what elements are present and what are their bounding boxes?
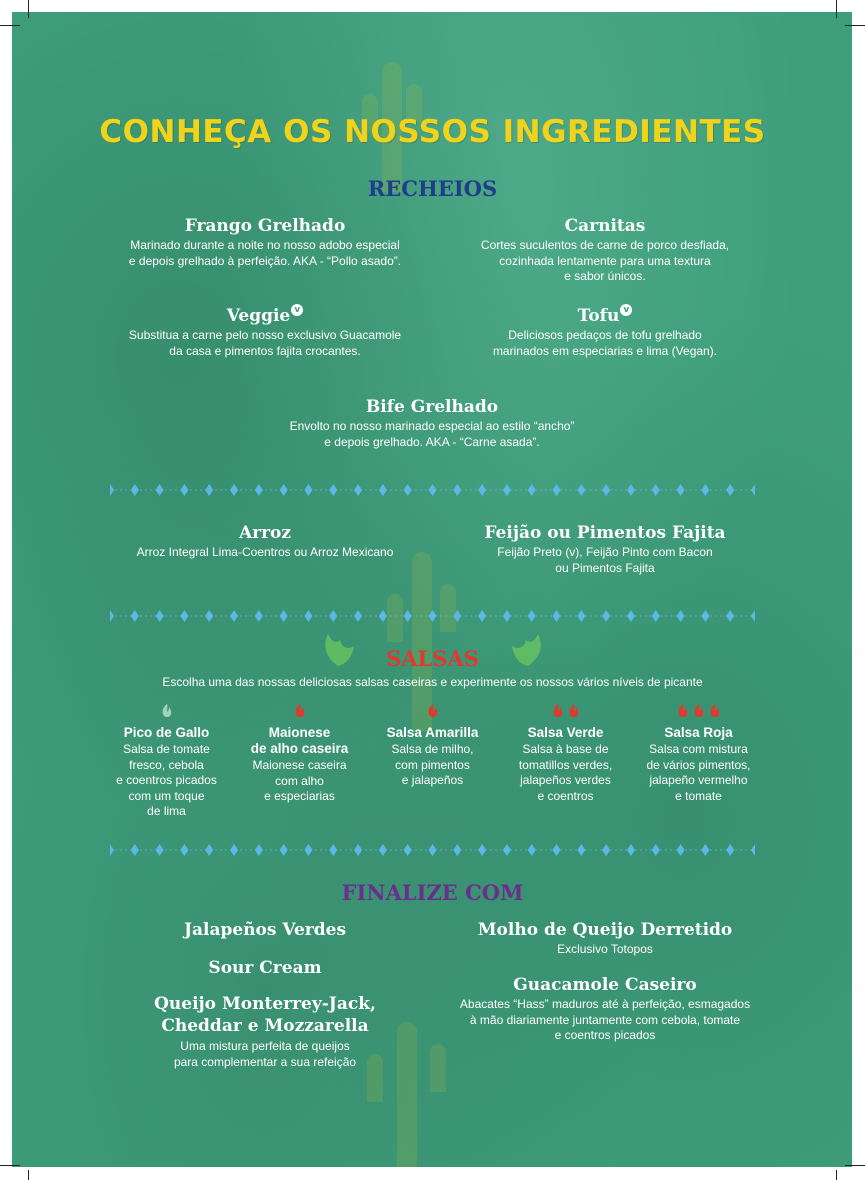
page-title: CONHEÇA OS NOSSOS INGREDIENTES: [99, 114, 766, 150]
diamond-icon: [429, 484, 437, 496]
item-description-line: e sabor únicos.: [564, 269, 646, 283]
diamond-icon: [602, 610, 610, 622]
item-description-line: Deliciosos pedaços de tofu grelhado: [508, 328, 702, 342]
diamond-icon: [280, 610, 288, 622]
item-name: Arroz: [238, 523, 292, 543]
salsa-description-line: Salsa de milho,: [391, 742, 474, 756]
diamond-icon: [230, 610, 238, 622]
diamond-icon: [652, 844, 660, 856]
item-description-line: Cortes suculentos de carne de porco desfiada,: [480, 238, 730, 252]
diamond-icon: [701, 844, 709, 856]
diamond-icon: [726, 484, 734, 496]
diamond-icon: [180, 610, 188, 622]
diamond-icon: [329, 844, 337, 856]
diamond-icon: [751, 610, 755, 622]
item-description-line: Envolto no nosso marinado especial ao estilo “ancho”: [289, 419, 575, 433]
chili-icon: [160, 703, 174, 720]
salsa-description-line: jalapeño vermelho: [649, 773, 748, 787]
diamond-icon: [553, 844, 561, 856]
diamond-icon: [677, 484, 685, 496]
diamond-icon: [230, 844, 238, 856]
diamond-icon: [677, 610, 685, 622]
salsa-description-line: Salsa com mistura: [649, 742, 748, 756]
diamond-icon: [255, 484, 263, 496]
item-name: Tofu: [577, 306, 620, 326]
diamond-icon: [304, 844, 312, 856]
chili-icon: [293, 703, 307, 720]
salsa-item: [366, 703, 499, 789]
salsa-description-line: jalapeños verdes: [520, 773, 611, 787]
diamond-icon: [503, 844, 511, 856]
diamond-icon: [379, 484, 387, 496]
item-description-line: Exclusivo Totopos: [557, 942, 653, 956]
item-name: Cheddar e Mozzarella: [161, 1016, 369, 1036]
diamond-icon: [503, 610, 511, 622]
menu-item-arroz: [100, 523, 430, 561]
diamond-icon: [131, 484, 139, 496]
diamond-icon: [751, 844, 755, 856]
heat-level: [632, 703, 765, 723]
item-description-line: e coentros picados: [554, 1028, 656, 1042]
diamond-divider: [110, 841, 755, 853]
diamond-icon: [205, 484, 213, 496]
diamond-icon: [379, 610, 387, 622]
item-description-line: Feijão Preto (v), Feijão Pinto com Bacon: [497, 545, 713, 559]
diamond-icon: [156, 610, 164, 622]
diamond-icon: [602, 844, 610, 856]
section-title-salsas: SALSAS: [386, 646, 479, 671]
diamond-icon: [255, 844, 263, 856]
item-name: Molho de Queijo Derretido: [477, 920, 733, 940]
diamond-icon: [528, 484, 536, 496]
menu-item-tofu: [440, 306, 770, 359]
diamond-icon: [110, 610, 114, 622]
diamond-icon: [354, 610, 362, 622]
chili-icon: [426, 703, 440, 720]
diamond-icon: [652, 610, 660, 622]
diamond-icon: [329, 484, 337, 496]
item-name: Queijo Monterrey-Jack,: [154, 994, 376, 1014]
diamond-divider: [110, 481, 755, 493]
item-description-line: Abacates “Hass” maduros até à perfeição, esmagados: [459, 997, 751, 1011]
diamond-icon: [478, 610, 486, 622]
chili-icon: [551, 703, 565, 720]
salsas-subtitle: Escolha uma das nossas deliciosas salsas caseiras e experimente os nossos vários níveis de picante: [162, 675, 703, 689]
diamond-icon: [602, 484, 610, 496]
item-name: Feijão ou Pimentos Fajita: [484, 523, 726, 543]
item-description-line: e depois grelhado. AKA - “Carne asada”.: [324, 434, 540, 449]
salsa-description-line: fresco, cebola: [129, 757, 204, 772]
item-name: Guacamole Caseiro: [513, 975, 697, 995]
diamond-icon: [503, 484, 511, 496]
menu-item-veggie: [100, 306, 430, 359]
diamond-icon: [577, 610, 585, 622]
item-name: Bife Grelhado: [365, 397, 499, 417]
salsa-name: Pico de Gallo: [123, 725, 210, 740]
vegetarian-icon: v: [620, 304, 632, 316]
salsa-description-line: e tomate: [675, 788, 722, 803]
diamond-icon: [726, 610, 734, 622]
item-name: Jalapeños Verdes: [183, 920, 347, 940]
diamond-icon: [553, 610, 561, 622]
item-name: Carnitas: [564, 216, 646, 236]
salsa-name: Salsa Roja: [664, 725, 733, 740]
chili-icon: [567, 703, 581, 720]
diamond-icon: [329, 610, 337, 622]
item-name: Veggie: [226, 306, 291, 326]
diamond-icon: [131, 610, 139, 622]
diamond-icon: [404, 610, 412, 622]
item-description-line: e depois grelhado à perfeição. AKA - “Pollo asado”.: [128, 253, 402, 268]
item-description-line: marinados em especiarias e lima (Vegan).: [492, 343, 718, 358]
diamond-icon: [429, 610, 437, 622]
item-description-line: à mão diariamente juntamente com cebola, tomate: [469, 1012, 741, 1027]
salsa-description-line: com alho: [275, 773, 324, 788]
salsa-item: [499, 703, 632, 804]
diamond-icon: [404, 844, 412, 856]
salsa-description-line: e especiarias: [264, 789, 335, 803]
item-name: Frango Grelhado: [184, 216, 346, 236]
diamond-icon: [677, 844, 685, 856]
diamond-icon: [404, 484, 412, 496]
diamond-icon: [751, 484, 755, 496]
diamond-icon: [110, 844, 114, 856]
diamond-icon: [156, 484, 164, 496]
diamond-icon: [131, 844, 139, 856]
diamond-icon: [255, 610, 263, 622]
diamond-icon: [354, 844, 362, 856]
diamond-icon: [528, 610, 536, 622]
diamond-icon: [528, 844, 536, 856]
salsa-description-line: e coentros: [537, 788, 594, 803]
salsa-description-line: e coentros picados: [116, 773, 217, 787]
salsa-name: Salsa Verde: [527, 725, 604, 740]
diamond-divider: [110, 607, 755, 619]
diamond-icon: [701, 484, 709, 496]
heat-level: [100, 703, 233, 723]
diamond-icon: [478, 484, 486, 496]
menu-item-sour-cream: [100, 958, 430, 978]
menu-item-guacamole-caseiro: [430, 975, 780, 1044]
salsa-item: [100, 703, 233, 820]
diamond-icon: [280, 484, 288, 496]
item-description-line: Marinado durante a noite no nosso adobo especial: [130, 238, 400, 252]
diamond-icon: [280, 844, 288, 856]
item-description-line: da casa e pimentos fajita crocantes.: [169, 343, 361, 358]
diamond-icon: [156, 844, 164, 856]
item-description-line: para complementar a sua refeição: [173, 1054, 357, 1069]
salsa-item: [233, 703, 366, 805]
menu-item-frango-grelhado: [100, 216, 430, 269]
section-title-recheios: RECHEIOS: [367, 176, 498, 201]
diamond-icon: [627, 484, 635, 496]
salsa-name: Maionese: [268, 725, 331, 740]
menu-item-jalapenos-verdes: [100, 920, 430, 940]
diamond-icon: [726, 844, 734, 856]
diamond-icon: [429, 844, 437, 856]
diamond-icon: [354, 484, 362, 496]
menu-item-queijo-mistura: [100, 993, 430, 1070]
diamond-icon: [627, 610, 635, 622]
diamond-icon: [230, 484, 238, 496]
diamond-icon: [110, 484, 114, 496]
salsa-description-line: de lima: [147, 804, 186, 818]
diamond-icon: [553, 484, 561, 496]
item-name: Sour Cream: [208, 958, 322, 978]
diamond-icon: [577, 844, 585, 856]
diamond-icon: [304, 610, 312, 622]
diamond-icon: [627, 844, 635, 856]
diamond-icon: [453, 484, 461, 496]
item-description-line: cozinhada lentamente para uma textura: [499, 253, 711, 268]
item-description-line: ou Pimentos Fajita: [555, 560, 655, 575]
heat-level: [366, 703, 499, 723]
diamond-icon: [205, 844, 213, 856]
menu-item-carnitas: [440, 216, 770, 285]
item-description-line: Arroz Integral Lima-Coentros ou Arroz Mexicano: [136, 545, 394, 559]
diamond-icon: [180, 844, 188, 856]
heat-level: [499, 703, 632, 723]
salsa-description-line: com um toque: [128, 788, 205, 803]
diamond-icon: [652, 484, 660, 496]
chili-icon: [708, 703, 722, 720]
salsa-description-line: Maionese caseira: [252, 758, 347, 772]
salsa-description-line: Salsa de tomate: [123, 742, 210, 756]
diamond-icon: [453, 844, 461, 856]
salsa-description-line: tomatillos verdes,: [518, 757, 613, 772]
salsa-item: [632, 703, 765, 804]
diamond-icon: [701, 610, 709, 622]
salsa-description-line: Salsa à base de: [522, 742, 609, 756]
item-description-line: Substitua a carne pelo nosso exclusivo Guacamole: [128, 328, 402, 342]
salsa-name: de alho caseira: [250, 741, 349, 756]
salsa-description-line: de vários pimentos,: [646, 757, 751, 772]
section-title-finalize: FINALIZE COM: [341, 880, 524, 905]
salsa-description-line: e jalapeños: [401, 773, 464, 787]
menu-item-molho-queijo: [430, 920, 780, 958]
item-description-line: Uma mistura perfeita de queijos: [180, 1039, 350, 1053]
chili-icon: [676, 703, 690, 720]
chili-icon: [692, 703, 706, 720]
salsa-name: Salsa Amarilla: [386, 725, 479, 740]
diamond-icon: [379, 844, 387, 856]
diamond-icon: [304, 484, 312, 496]
menu-item-feijao-pimentos: [440, 523, 770, 576]
menu-item-bife-grelhado: [232, 397, 632, 450]
diamond-icon: [453, 610, 461, 622]
diamond-icon: [577, 484, 585, 496]
diamond-icon: [478, 844, 486, 856]
diamond-icon: [205, 610, 213, 622]
vegetarian-icon: v: [291, 304, 303, 316]
heat-level: [233, 703, 366, 723]
diamond-icon: [180, 484, 188, 496]
salsa-description-line: com pimentos: [395, 757, 470, 772]
